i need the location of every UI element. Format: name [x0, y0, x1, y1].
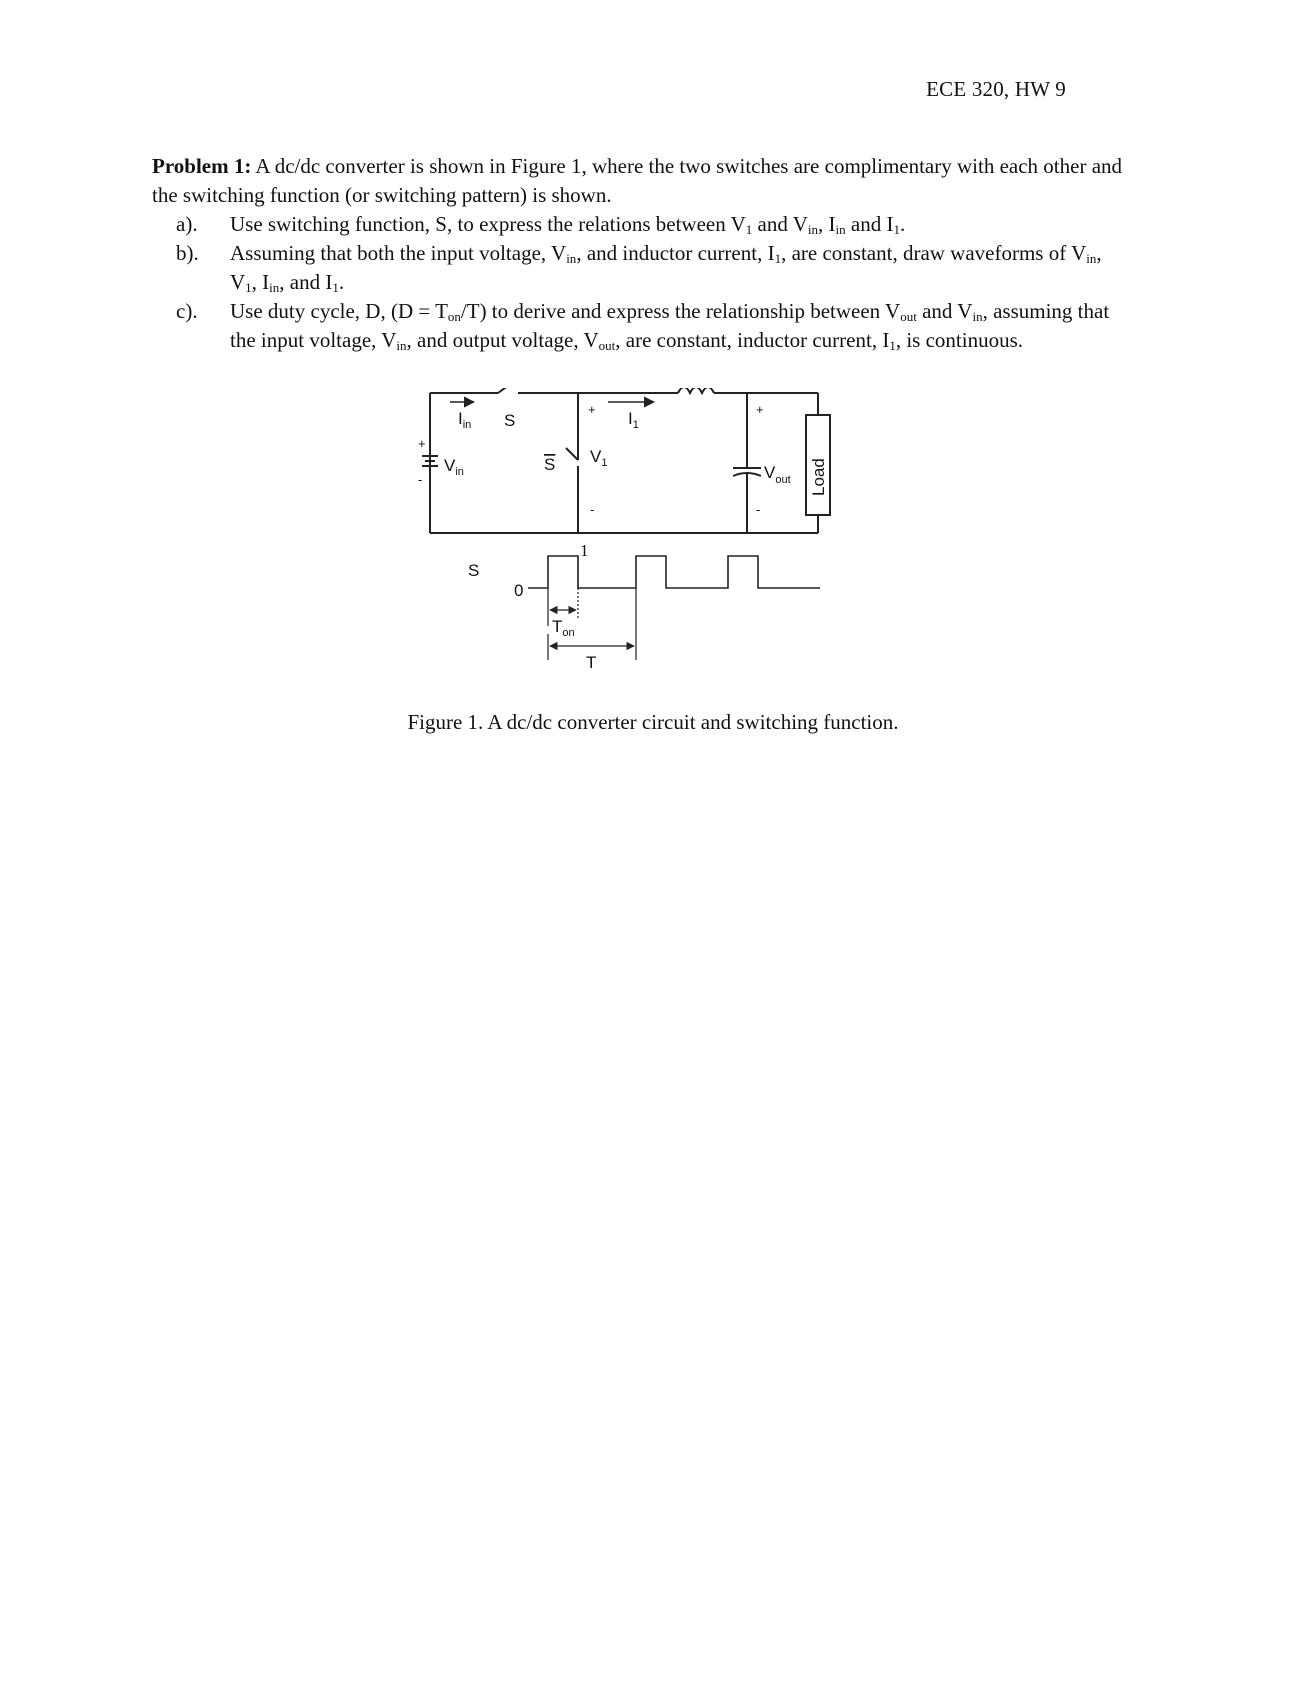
figure-1: [410, 388, 890, 706]
problem-parts: [152, 210, 1132, 355]
part-label: a).: [176, 212, 198, 236]
waveform-high-label: 1: [580, 541, 589, 560]
part-label: c).: [176, 299, 198, 323]
part-text: Assuming that both the input voltage, $V_{in}$, and inductor current, $I_1$, are constant, draw waveforms of $V_{in}$, $V_1$, $I_{in}$, and $I_1$.: [230, 241, 1102, 295]
v-in-label: $V_{in}$: [444, 456, 464, 478]
problem-part-c: [152, 297, 1132, 355]
v-out-minus: -: [756, 502, 761, 517]
problem-intro-text: A dc/dc converter is shown in Figure 1, where the two switches are complimentary with each other and the switching function (or switching pattern) is shown.: [152, 154, 1123, 207]
v-out-plus: +: [756, 402, 764, 417]
v-in-plus: +: [418, 436, 426, 451]
i1-label: $I_1$: [628, 409, 639, 431]
switch-s-label: S: [504, 411, 516, 430]
v1-minus: -: [590, 502, 595, 517]
i-in-label: $I_{in}$: [458, 409, 472, 431]
part-label: b).: [176, 241, 199, 265]
switch-sbar-blade: [566, 448, 578, 460]
v-out-label: $V_{out}$: [764, 463, 791, 486]
problem-part-a: [152, 210, 1132, 239]
waveform-signal-label: S: [468, 561, 480, 580]
waveform-low-label: 0: [514, 581, 524, 600]
problem-1: [152, 152, 1132, 355]
v1-label: $V_1$: [590, 447, 608, 469]
part-text: Use duty cycle, D, $(D = T_{on}/T)$ to derive and express the relationship between $V_{out}$ and $V_{in}$, assuming that the input voltage, $V_{in}$, and output voltage, $V_{out}$, are constant, inductor current, $I_1$, is continuous.: [230, 299, 1110, 353]
period-label: T: [586, 653, 597, 672]
problem-part-b: [152, 239, 1132, 297]
v1-plus: +: [588, 402, 596, 417]
t-on-label: $T_{on}$: [552, 617, 575, 639]
inductor: [678, 388, 714, 393]
problem-intro: [152, 152, 1132, 210]
course-header: ECE 320, HW 9: [926, 77, 1066, 101]
load-label: Load: [809, 458, 828, 496]
circuit-and-waveform-diagram: [410, 388, 890, 706]
v-in-minus: -: [418, 472, 423, 487]
part-text: Use switching function, S, to express the relations between $V_1$ and $V_{in}$, $I_{in}$ and $I_1$.: [230, 212, 906, 237]
problem-title: Problem 1:: [152, 154, 252, 178]
switching-waveform: [528, 556, 820, 588]
switch-s-blade: [498, 388, 516, 393]
switch-sbar-label: S: [544, 455, 556, 474]
figure-caption: Figure 1. A dc/dc converter circuit and switching function.: [407, 710, 899, 734]
